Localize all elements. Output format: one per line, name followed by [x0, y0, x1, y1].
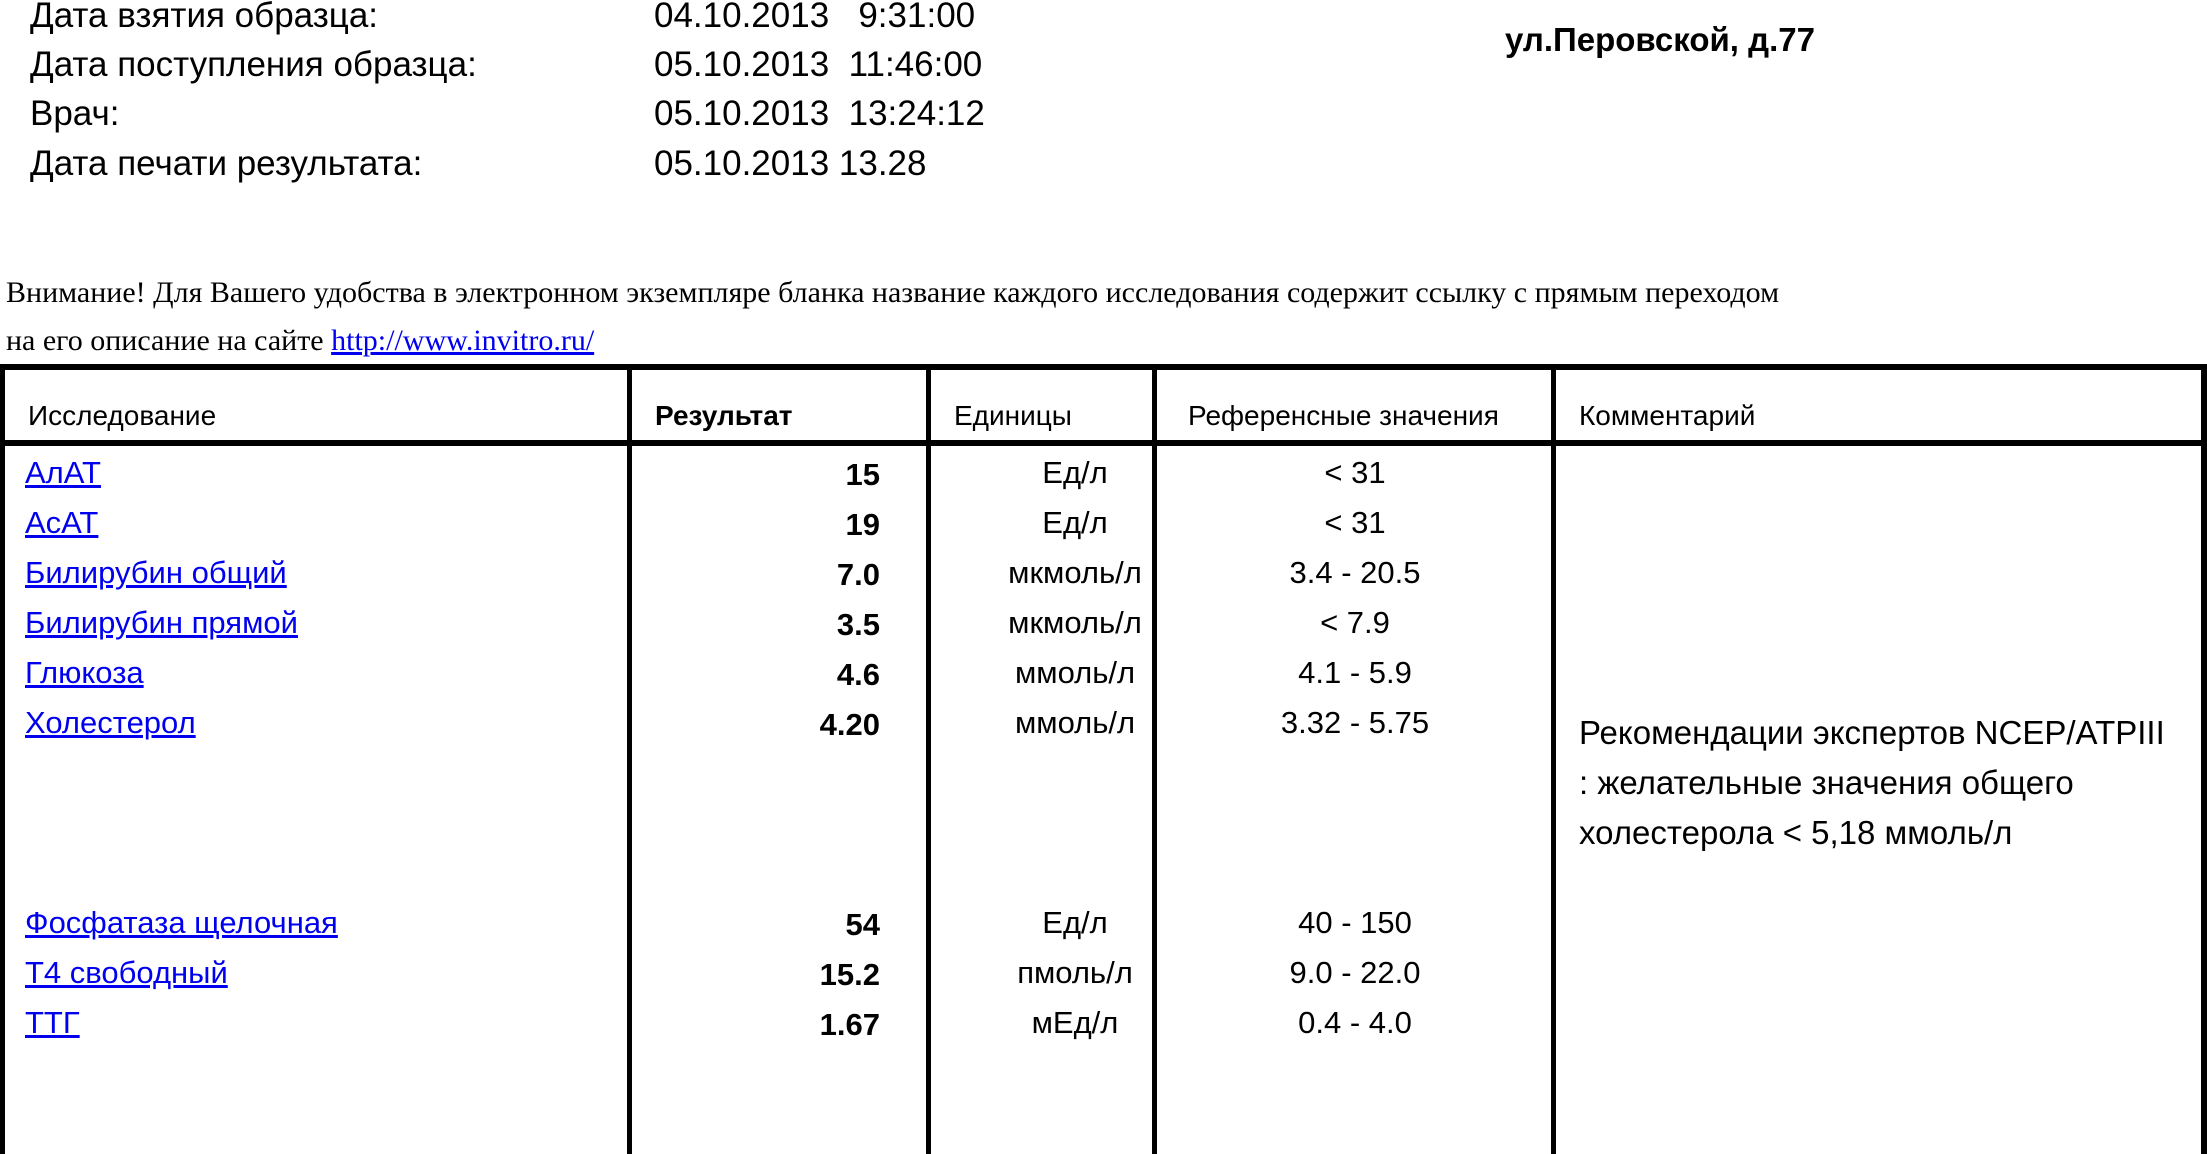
table-row	[0, 651, 1552, 695]
result-value: 19	[845, 507, 880, 542]
unit-value: пмоль/л	[1017, 955, 1133, 990]
info-row-doctor	[0, 94, 985, 134]
unit-value: Ед/л	[1042, 455, 1108, 490]
unit-value: ммоль/л	[1014, 655, 1136, 690]
reference-value: 9.0 - 22.0	[1289, 955, 1421, 990]
info-value: 05.10.2013 11:46:00	[654, 45, 983, 84]
notice-line-1: Внимание! Для Вашего удобства в электронном экземпляре бланка название каждого исследования содержит ссылку с прямым переходом	[6, 276, 1780, 309]
reference-value: < 7.9	[1320, 605, 1390, 640]
result-value: 15	[845, 457, 880, 492]
notice-prefix: на его описание на сайте	[6, 324, 332, 357]
info-row-sample-received	[0, 45, 983, 85]
result-value: 3.5	[836, 607, 880, 642]
test-link-bilirubin-direct[interactable]: Билирубин прямой	[25, 605, 298, 640]
info-label: Дата поступления образца:	[30, 45, 477, 84]
header-comment: Комментарий	[1579, 400, 1756, 431]
table-row	[0, 901, 1552, 945]
unit-value: Ед/л	[1042, 905, 1108, 940]
invitro-link[interactable]: http://www.invitro.ru/	[331, 324, 595, 357]
reference-value: 3.32 - 5.75	[1280, 705, 1430, 740]
reference-value: 0.4 - 4.0	[1298, 1005, 1412, 1040]
test-link-t4-free[interactable]: Т4 свободный	[25, 955, 228, 990]
table-row	[0, 601, 1552, 645]
result-value: 4.20	[819, 707, 880, 742]
unit-value: Ед/л	[1042, 505, 1108, 540]
table-top-border	[0, 364, 2207, 370]
test-link-asat[interactable]: АсАТ	[25, 505, 99, 540]
result-value: 1.67	[819, 1007, 880, 1042]
result-value: 4.6	[836, 657, 880, 692]
test-link-glucose[interactable]: Глюкоза	[25, 655, 144, 690]
info-label: Дата взятия образца:	[30, 0, 379, 35]
header-result: Результат	[655, 400, 793, 431]
reference-value: < 31	[1324, 505, 1386, 540]
table-row	[0, 451, 1552, 495]
info-label: Дата печати результата:	[30, 144, 423, 183]
header-units: Единицы	[954, 400, 1072, 431]
unit-value: мкмоль/л	[1008, 605, 1142, 640]
unit-value: мкмоль/л	[1008, 555, 1142, 590]
test-link-alat[interactable]: АлАТ	[25, 455, 101, 490]
info-row-print-date	[0, 144, 927, 184]
table-header-divider	[0, 440, 2207, 446]
table-row	[0, 1001, 1552, 1045]
info-value: 05.10.2013 13:24:12	[654, 94, 985, 133]
unit-value: мЕд/л	[1031, 1005, 1119, 1040]
header-reference: Референсные значения	[1188, 400, 1499, 431]
reference-value: 4.1 - 5.9	[1298, 655, 1412, 690]
header-test: Исследование	[28, 400, 217, 431]
test-link-cholesterol[interactable]: Холестерол	[25, 705, 196, 740]
test-link-alkaline-phosphatase[interactable]: Фосфатаза щелочная	[25, 905, 338, 940]
table-row	[0, 551, 1552, 595]
info-row-sample-taken	[0, 0, 976, 36]
results-table	[0, 364, 2207, 1154]
info-label: Врач:	[30, 94, 120, 133]
result-value: 54	[845, 907, 880, 942]
cholesterol-comment: Рекомендации экспертов NCEP/ATPIII : желательные значения общего холестерола < 5,18 ммоль/л	[1579, 714, 2165, 851]
table-border-right	[2201, 364, 2207, 1154]
lab-address: ул.Перовской, д.77	[1505, 21, 1815, 58]
info-value: 04.10.2013 9:31:00	[654, 0, 976, 35]
test-link-bilirubin-total[interactable]: Билирубин общий	[25, 555, 287, 590]
unit-value: ммоль/л	[1014, 705, 1136, 740]
table-row	[0, 501, 1552, 545]
result-value: 15.2	[819, 957, 880, 992]
table-row	[0, 951, 1552, 995]
reference-value: 40 - 150	[1298, 905, 1412, 940]
notice-line-2	[6, 324, 594, 358]
reference-value: < 31	[1324, 455, 1386, 490]
test-link-tsh[interactable]: ТТГ	[25, 1005, 80, 1040]
info-value: 05.10.2013 13.28	[654, 144, 927, 183]
table-row	[0, 701, 1552, 745]
reference-value: 3.4 - 20.5	[1289, 555, 1421, 590]
result-value: 7.0	[836, 557, 880, 592]
